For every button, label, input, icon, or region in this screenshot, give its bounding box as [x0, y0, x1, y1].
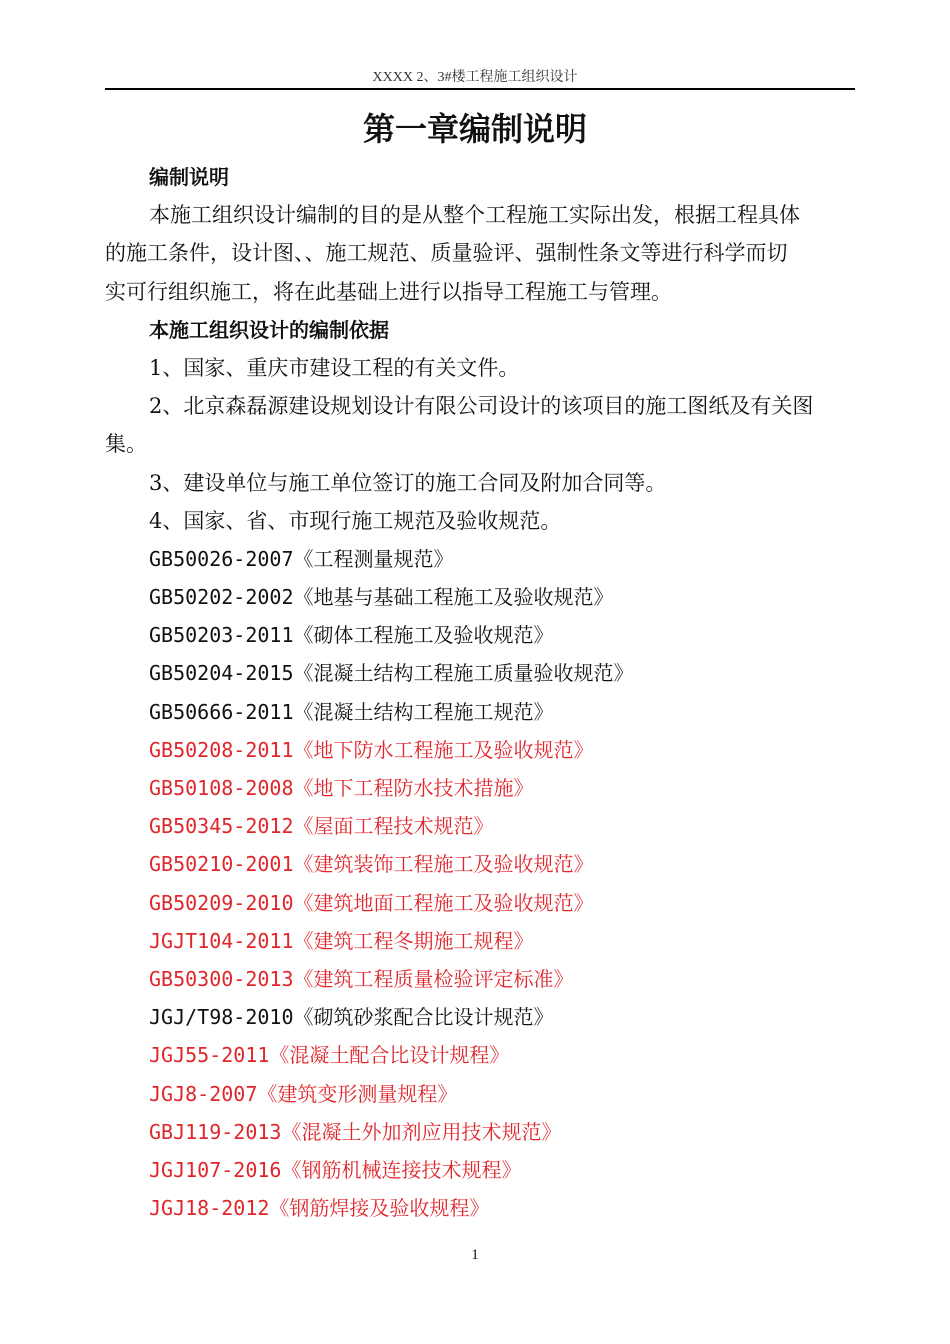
standard-item: JGJ107-2016《钢筋机械连接技术规程》: [149, 1157, 522, 1182]
standard-item: GB50208-2011《地下防水工程施工及验收规范》: [149, 737, 594, 762]
standard-item: JGJT104-2011《建筑工程冬期施工规程》: [149, 928, 534, 953]
basis-item: 1、国家、重庆市建设工程的有关文件。: [149, 355, 520, 380]
running-header: XXXX 2、3#楼工程施工组织设计: [372, 70, 578, 85]
page-number: 1: [471, 1247, 479, 1263]
section-heading-basis: 本施工组织设计的编制依据: [149, 317, 389, 342]
standard-item: JGJ8-2007《建筑变形测量规程》: [149, 1081, 458, 1106]
paragraph-line: 实可行组织施工，将在此基础上进行以指导工程施工与管理。: [105, 279, 672, 304]
standard-item: GB50204-2015《混凝土结构工程施工质量验收规范》: [149, 661, 634, 686]
paragraph-line: 的施工条件，设计图、、施工规范、质量验评、强制性条文等进行科学而切: [105, 241, 788, 266]
document-body: [105, 158, 857, 1227]
standard-item: GB50210-2001《建筑装饰工程施工及验收规范》: [149, 852, 594, 877]
standard-item: GB50202-2002《地基与基础工程施工及验收规范》: [149, 585, 614, 610]
chapter-title: 第一章编制说明: [362, 110, 587, 148]
standard-item: JGJ55-2011《混凝土配合比设计规程》: [149, 1043, 510, 1068]
standard-item: GB50666-2011《混凝土结构工程施工规范》: [149, 699, 554, 724]
basis-item: 4、国家、省、市现行施工规范及验收规范。: [149, 508, 562, 533]
paragraph-line: 本施工组织设计编制的目的是从整个工程施工实际出发，根据工程具体: [149, 203, 800, 228]
basis-item-continuation: 集。: [105, 432, 147, 457]
basis-item: 2、北京森磊源建设规划设计有限公司设计的该项目的施工图纸及有关图: [149, 394, 814, 419]
standard-item: GB50300-2013《建筑工程质量检验评定标准》: [149, 966, 574, 991]
standard-item: GB50345-2012《屋面工程技术规范》: [149, 814, 494, 839]
standard-item: JGJ18-2012《钢筋焊接及验收规程》: [149, 1196, 490, 1221]
standard-item: GB50026-2007《工程测量规范》: [149, 546, 454, 571]
standards-list: [105, 540, 857, 1227]
standard-item: GBJ119-2013《混凝土外加剂应用技术规范》: [149, 1119, 562, 1144]
basis-item: 3、建设单位与施工单位签订的施工合同及附加合同等。: [149, 470, 667, 495]
standard-item: GB50203-2011《砌体工程施工及验收规范》: [149, 623, 554, 648]
standard-item: JGJ/T98-2010《砌筑砂浆配合比设计规范》: [149, 1005, 554, 1030]
header-divider: [105, 88, 855, 90]
standard-item: GB50209-2010《建筑地面工程施工及验收规范》: [149, 890, 594, 915]
standard-item: GB50108-2008《地下工程防水技术措施》: [149, 776, 534, 800]
section-heading-compilation: 编制说明: [149, 165, 229, 189]
